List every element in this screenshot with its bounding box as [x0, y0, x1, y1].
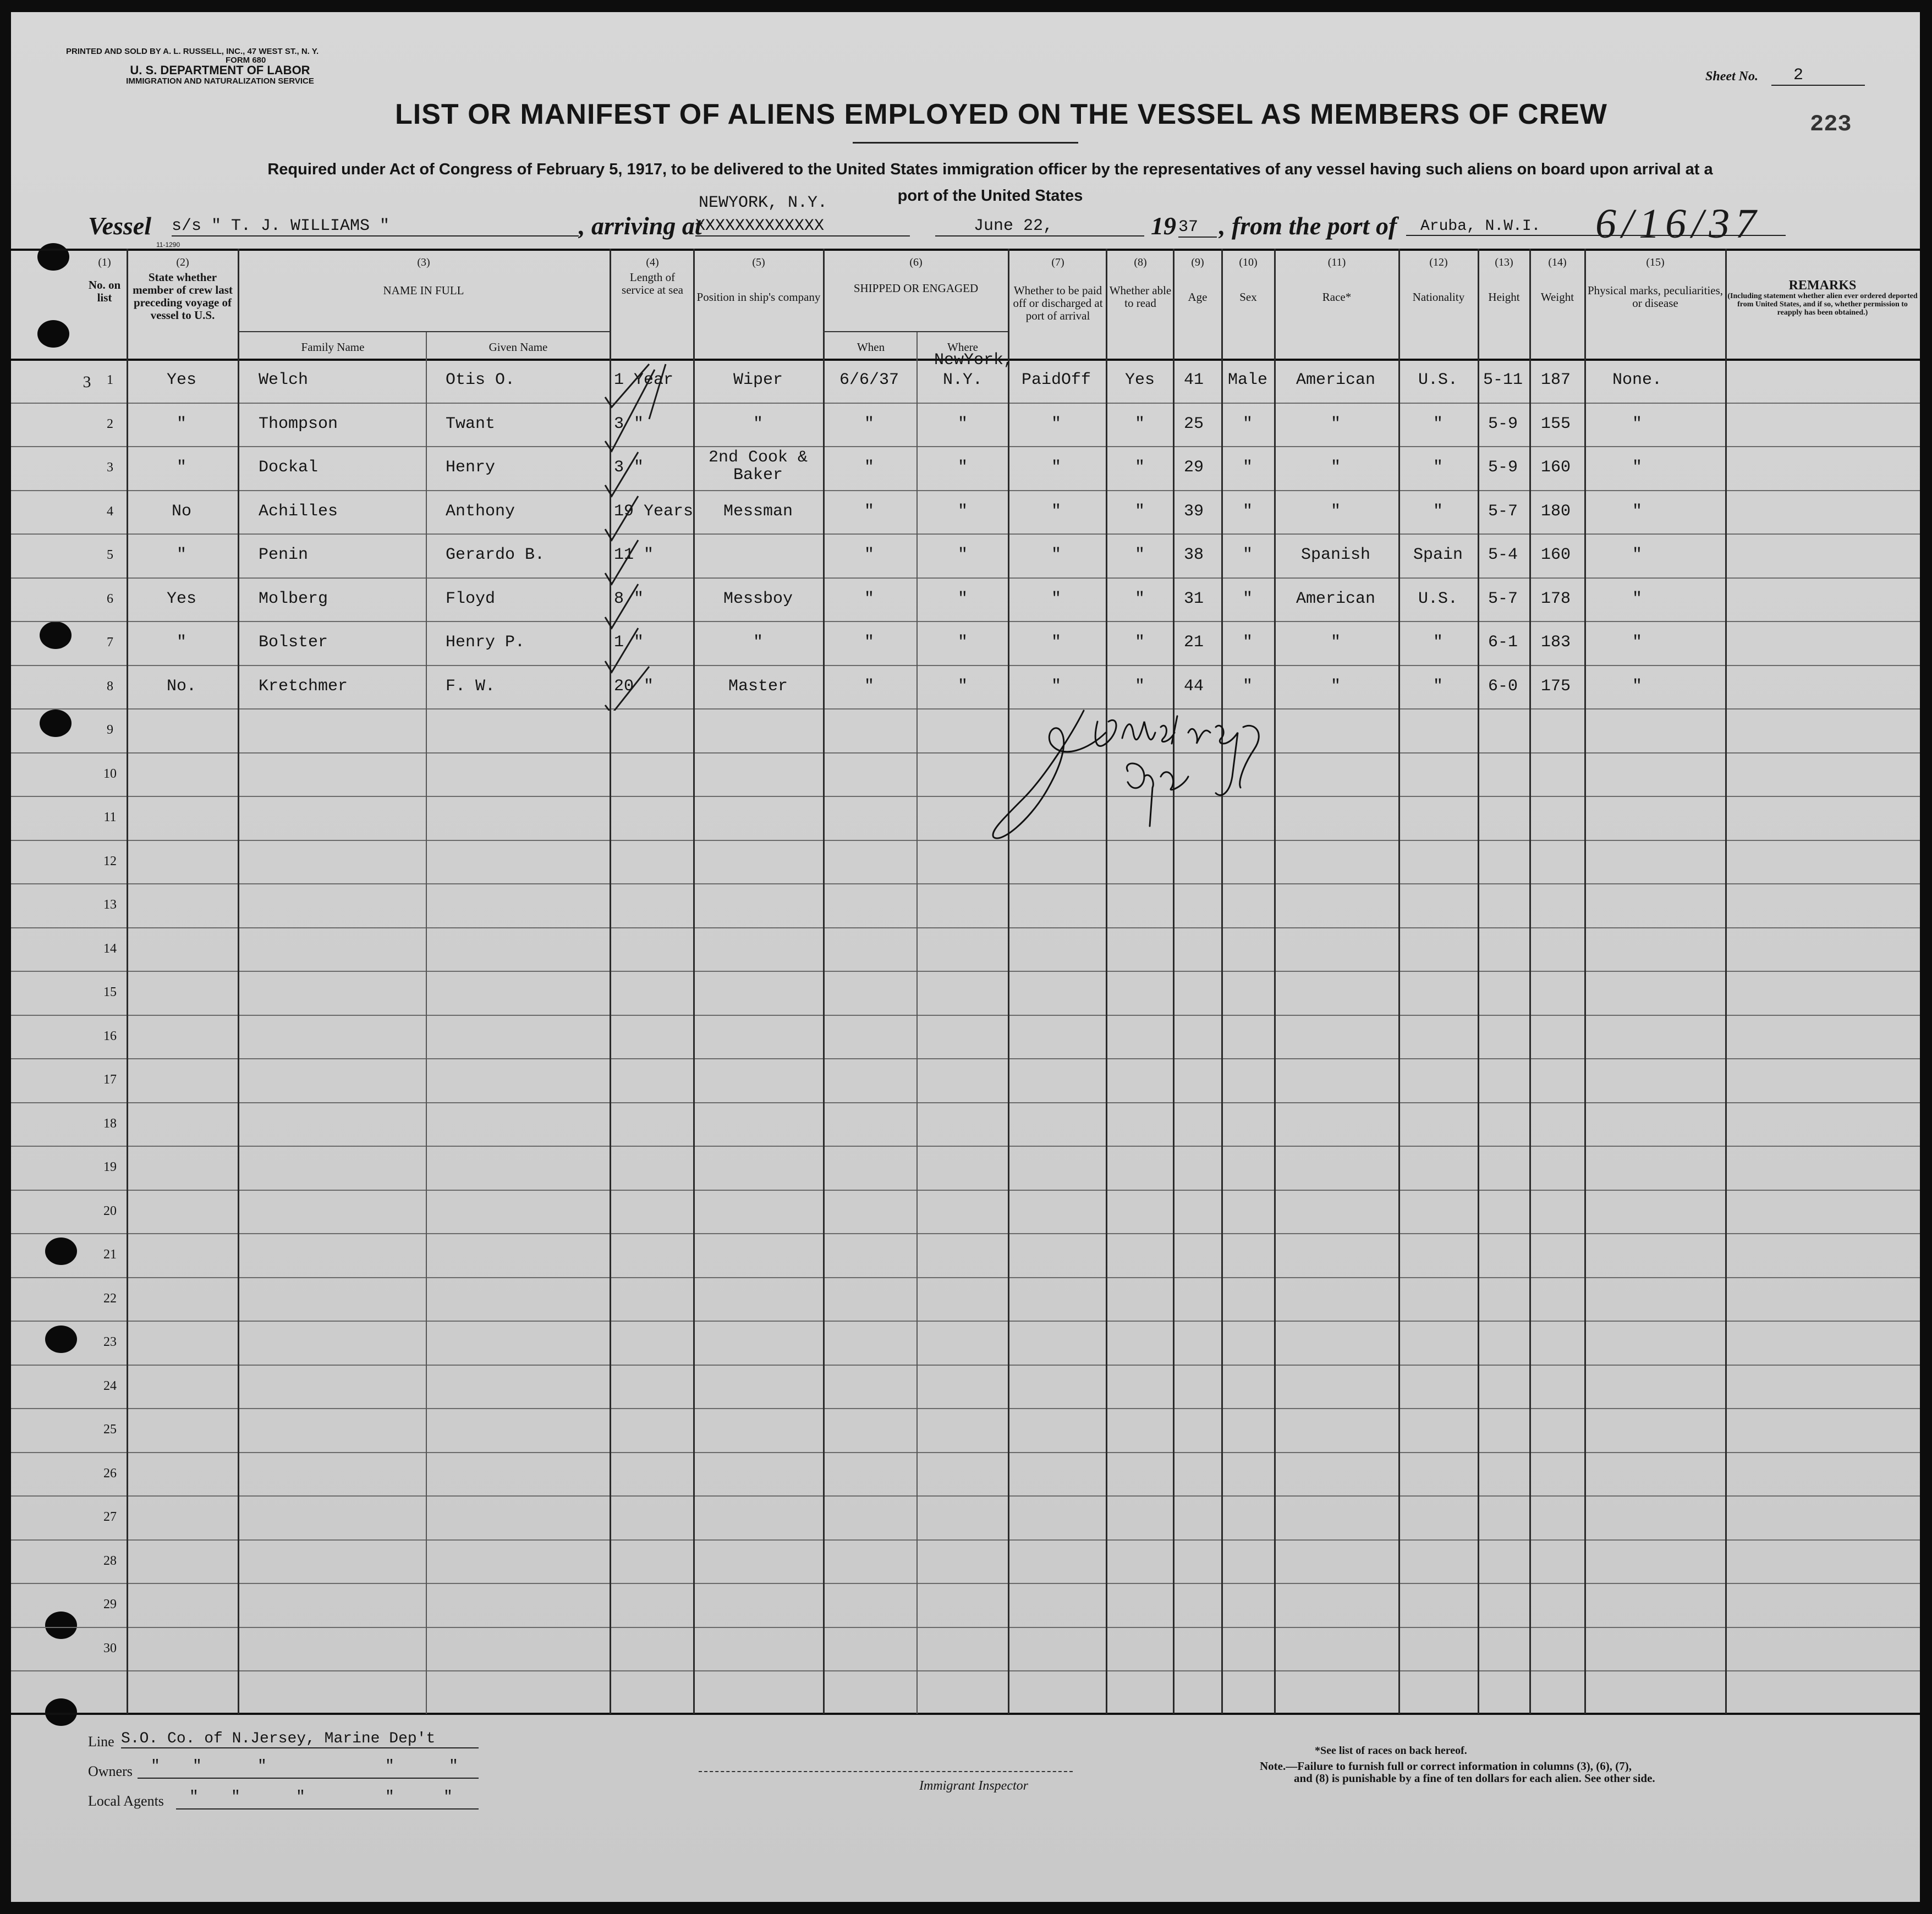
cell-prev: No.: [166, 676, 196, 696]
sheet-number: 2: [1771, 66, 1865, 86]
cell-race: ": [1330, 502, 1341, 521]
cell-sex: ": [1242, 676, 1253, 696]
cell-position: ": [753, 633, 763, 652]
cell-service: 11 ": [614, 546, 654, 564]
row-number: 27: [103, 1510, 117, 1524]
row-number: 28: [103, 1553, 117, 1568]
cell-given: Henry: [446, 458, 496, 477]
cell-sex: ": [1242, 414, 1253, 433]
line-value: S.O. Co. of N.Jersey, Marine Dep't: [121, 1730, 479, 1748]
agents-ditto: ": [189, 1789, 199, 1806]
cell-paid: ": [1051, 633, 1061, 652]
cell-position: Master: [728, 676, 788, 696]
cell-read: ": [1134, 458, 1145, 477]
cell-sex: ": [1242, 546, 1253, 564]
cell-marks: ": [1632, 676, 1642, 696]
given-name-header: Given Name: [489, 340, 548, 354]
row-number: 12: [103, 854, 117, 868]
row-number: 15: [103, 985, 117, 999]
cell-race: ": [1330, 458, 1341, 477]
col5-header: (5) Position in ship's company: [696, 256, 821, 304]
from-port-label: , from the port of: [1219, 212, 1397, 240]
cell-sex: ": [1242, 633, 1253, 652]
owners-field: [138, 1758, 479, 1779]
printer-info: PRINTED AND SOLD BY A. L. RUSSELL, INC., 47 WEST ST., N. Y. FORM 680: [66, 47, 319, 65]
cell-where: ": [957, 458, 968, 477]
cell-given: Floyd: [446, 589, 496, 608]
title-rule: [853, 142, 1078, 144]
inspector-signature: [979, 700, 1364, 865]
cell-where: N.Y.: [942, 371, 983, 389]
arriving-label: , arriving at: [579, 212, 702, 240]
cell-nationality: ": [1432, 633, 1443, 652]
cell-given: Henry P.: [446, 633, 525, 652]
cell-height: 5-7: [1488, 502, 1518, 521]
cell-prev: ": [176, 546, 186, 564]
crew-table: [11, 249, 1920, 1715]
cell-race: American: [1296, 589, 1376, 608]
cell-age: 44: [1183, 676, 1204, 696]
cell-when: ": [864, 458, 874, 477]
row-number: 13: [103, 898, 117, 912]
cell-height: 5-9: [1488, 458, 1518, 477]
cell-position: Wiper: [733, 371, 783, 389]
agents-label: Local Agents: [88, 1793, 164, 1809]
cell-age: 39: [1183, 502, 1204, 521]
cell-paid: ": [1051, 546, 1061, 564]
agents-ditto: ": [385, 1789, 394, 1806]
owners-label: Owners: [88, 1763, 133, 1779]
cell-paid: ": [1051, 502, 1061, 521]
row-number: 19: [103, 1160, 117, 1174]
cell-family: Achilles: [259, 502, 338, 521]
cell-race: Spanish: [1300, 546, 1371, 564]
row-number: 14: [103, 941, 117, 956]
cell-age: 25: [1183, 414, 1204, 433]
remarks-header: REMARKS (Including statement whether alien ever ordered deported from United States, and if so, whether permission to reapply has been obtained.): [1727, 278, 1918, 317]
when-header: When: [857, 340, 885, 354]
cell-when: ": [864, 676, 874, 696]
row-number: 21: [103, 1247, 117, 1262]
cell-where: ": [957, 676, 968, 696]
row-number: 23: [103, 1335, 117, 1349]
cell-given: Twant: [446, 414, 496, 433]
row-number: 3: [107, 460, 113, 475]
row-number: 25: [103, 1422, 117, 1437]
col10-header: (10) Sex: [1239, 256, 1258, 304]
col7-header: (7) Whether to be paid off or discharged at port of arrival: [1013, 256, 1103, 322]
agents-ditto: ": [231, 1789, 240, 1806]
inspector-line: [699, 1771, 1073, 1772]
cell-height: 5-4: [1488, 546, 1518, 564]
family-name-header: Family Name: [301, 340, 365, 354]
col13-header: (13) Height: [1488, 256, 1520, 304]
cell-race: ": [1330, 633, 1341, 652]
cell-family: Penin: [259, 546, 309, 564]
owners-ditto: ": [449, 1758, 458, 1775]
rows-host: [11, 249, 1920, 1715]
cell-nationality: ": [1432, 414, 1443, 433]
sheet-label: Sheet No.: [1705, 69, 1758, 84]
cell-prev: Yes: [166, 371, 196, 389]
cell-given: Anthony: [446, 502, 515, 521]
cell-family: Molberg: [259, 589, 328, 608]
cell-service: 3 ": [614, 414, 644, 433]
form-code: 11-1290: [156, 241, 180, 249]
owners-ditto: ": [193, 1758, 202, 1775]
arrival-date: June 22,: [935, 217, 1144, 237]
cell-race: ": [1330, 676, 1341, 696]
cell-age: 38: [1183, 546, 1204, 564]
page-title: LIST OR MANIFEST OF ALIENS EMPLOYED ON THE VESSEL AS MEMBERS OF CREW: [395, 98, 1607, 130]
row-number: 29: [103, 1597, 117, 1612]
row-prefix: 3: [83, 373, 91, 391]
cell-given: Otis O.: [446, 371, 515, 389]
cell-nationality: ": [1432, 676, 1443, 696]
col1-header: (1) No. on list: [88, 256, 121, 304]
cell-service: 1 ": [614, 633, 644, 652]
manifest-sheet: [11, 12, 1920, 1902]
handwritten-date: 6/16/37: [1595, 201, 1762, 247]
owners-ditto: ": [257, 1758, 267, 1775]
cell-read: Yes: [1124, 371, 1155, 389]
cell-weight: 180: [1540, 502, 1571, 521]
inspector-label: Immigrant Inspector: [919, 1779, 1028, 1793]
cell-when: ": [864, 546, 874, 564]
cell-read: ": [1134, 546, 1145, 564]
cell-paid: ": [1051, 589, 1061, 608]
cell-when: ": [864, 414, 874, 433]
cell-read: ": [1134, 414, 1145, 433]
col14-header: (14) Weight: [1540, 256, 1574, 304]
cell-nationality: Spain: [1413, 546, 1463, 564]
cell-where: ": [957, 589, 968, 608]
cell-given: Gerardo B.: [446, 546, 545, 564]
stamp-number: 223: [1810, 111, 1852, 138]
cell-read: ": [1134, 502, 1145, 521]
agents-ditto: ": [296, 1789, 305, 1806]
cell-nationality: ": [1432, 502, 1443, 521]
subtitle: Required under Act of Congress of February 5, 1917, to be delivered to the United States immigration officer by the representatives of any vessel having such aliens on board upon arrival at a port of the United States: [267, 161, 1713, 205]
row-number: 11: [103, 810, 117, 824]
year-prefix: 19: [1151, 212, 1176, 240]
cell-nationality: ": [1432, 458, 1443, 477]
cell-prev: Yes: [166, 589, 196, 608]
cell-where: ": [957, 502, 968, 521]
cell-position: Messman: [723, 502, 793, 521]
row-number: 26: [103, 1466, 117, 1481]
row-number: 8: [107, 679, 113, 694]
cell-service: 1 Year: [614, 371, 674, 389]
cell-height: 5-9: [1488, 414, 1518, 433]
cell-marks: None.: [1612, 371, 1662, 389]
cell-race: American: [1296, 371, 1376, 389]
cell-sex: Male: [1227, 371, 1267, 389]
cell-sex: ": [1242, 589, 1253, 608]
cell-family: Dockal: [259, 458, 319, 477]
cell-age: 41: [1183, 371, 1204, 389]
col3-header: (3) NAME IN FULL: [383, 256, 464, 297]
cell-race: ": [1330, 414, 1341, 433]
col9-header: (9) Age: [1188, 256, 1208, 304]
vessel-label: Vessel: [88, 212, 151, 240]
cell-height: 6-0: [1488, 676, 1518, 696]
cell-given: F. W.: [446, 676, 496, 696]
row-number: 7: [107, 635, 113, 650]
penalty-note: Note.—Failure to furnish full or correct information in columns (3), (6), (7), and (8) is punishable by a fine of ten dollars for each alien. See other side.: [1260, 1759, 1655, 1785]
cell-age: 21: [1183, 633, 1204, 652]
row-number: 6: [107, 591, 113, 606]
cell-family: Welch: [259, 371, 309, 389]
cell-height: 6-1: [1488, 633, 1518, 652]
cell-nationality: U.S.: [1418, 589, 1458, 608]
cell-nationality: U.S.: [1418, 371, 1458, 389]
from-port: Aruba, N.W.I.: [1406, 218, 1786, 236]
col4-header: (4) Length of service at sea: [622, 256, 683, 296]
row-number: 1: [107, 373, 113, 387]
cell-position: Messboy: [723, 589, 793, 608]
cell-when: ": [864, 633, 874, 652]
cell-prev: No: [171, 502, 191, 521]
cell-weight: 175: [1540, 676, 1571, 696]
agents-ditto: ": [443, 1789, 453, 1806]
cell-family: Thompson: [259, 414, 338, 433]
cell-family: Bolster: [259, 633, 328, 652]
cell-paid: ": [1051, 458, 1061, 477]
races-note: *See list of races on back hereof.: [1315, 1745, 1467, 1757]
col2-header: (2) State whether member of crew last preceding voyage of vessel to U.S.: [133, 256, 233, 322]
cell-when: 6/6/37: [839, 371, 899, 389]
cell-position: Baker: [733, 466, 783, 485]
cell-marks: ": [1632, 546, 1642, 564]
cell-paid: PaidOff: [1021, 371, 1091, 389]
cell-position: ": [753, 414, 763, 433]
cell-prev: ": [176, 414, 186, 433]
row-number: 9: [107, 723, 113, 737]
cell-weight: 155: [1540, 414, 1571, 433]
cell-paid: ": [1051, 414, 1061, 433]
agents-field: [176, 1789, 479, 1810]
row-number: 2: [107, 416, 113, 431]
cell-read: ": [1134, 676, 1145, 696]
row-number: 24: [103, 1378, 117, 1393]
cell-sex: ": [1242, 502, 1253, 521]
checkmarks: [583, 359, 693, 711]
cell-marks: ": [1632, 414, 1642, 433]
row-number: 17: [103, 1072, 117, 1087]
cell-where: ": [957, 414, 968, 433]
cell-prev: ": [176, 458, 186, 477]
row-number: 30: [103, 1641, 117, 1656]
row-number: 4: [107, 504, 113, 519]
cell-weight: 160: [1540, 546, 1571, 564]
cell-read: ": [1134, 633, 1145, 652]
cell-weight: 178: [1540, 589, 1571, 608]
line-label: Line: [88, 1734, 114, 1750]
cell-position: 2nd Cook &: [708, 448, 808, 467]
col15-header: (15) Physical marks, peculiarities, or disease: [1587, 256, 1724, 310]
cell-prev: ": [176, 633, 186, 652]
cell-paid: ": [1051, 676, 1061, 696]
row-number: 20: [103, 1203, 117, 1218]
cell-age: 31: [1183, 589, 1204, 608]
cell-marks: ": [1632, 458, 1642, 477]
cell-where: ": [957, 633, 968, 652]
cell-service: 3 ": [614, 458, 644, 477]
cell-marks: ": [1632, 633, 1642, 652]
cell-read: ": [1134, 589, 1145, 608]
cell-where: NewYork,: [934, 351, 1014, 370]
cell-service: 19 Years: [614, 502, 694, 521]
row-number: 18: [103, 1116, 117, 1131]
department-label: U. S. DEPARTMENT OF LABOR IMMIGRATION AND NATURALIZATION SERVICE: [126, 63, 314, 86]
owners-ditto: ": [151, 1758, 160, 1775]
row-number: 22: [103, 1291, 117, 1306]
arriving-struck: XXXXXXXXXXXXX: [695, 217, 910, 237]
cell-family: Kretchmer: [259, 676, 348, 696]
arriving-port: NEWYORK, N.Y.: [699, 194, 828, 212]
row-number: 10: [103, 766, 117, 781]
cell-service: 8 ": [614, 589, 644, 608]
cell-sex: ": [1242, 458, 1253, 477]
col8-header: (8) Whether able to read: [1109, 256, 1172, 310]
cell-marks: ": [1632, 589, 1642, 608]
cell-service: 20 ": [614, 676, 654, 696]
row-number: 16: [103, 1028, 117, 1043]
cell-height: 5-11: [1483, 371, 1523, 389]
cell-marks: ": [1632, 502, 1642, 521]
col11-header: (11) Race*: [1322, 256, 1352, 304]
cell-when: ": [864, 589, 874, 608]
cell-height: 5-7: [1488, 589, 1518, 608]
cell-age: 29: [1183, 458, 1204, 477]
col12-header: (12) Nationality: [1412, 256, 1465, 304]
year-suffix: 37: [1178, 218, 1217, 238]
cell-weight: 183: [1540, 633, 1571, 652]
vessel-name: s/s " T. J. WILLIAMS ": [172, 217, 579, 237]
cell-when: ": [864, 502, 874, 521]
col6-header: (6) SHIPPED OR ENGAGED: [853, 256, 979, 295]
where-header: Where: [947, 340, 978, 354]
owners-ditto: ": [385, 1758, 394, 1775]
cell-weight: 160: [1540, 458, 1571, 477]
cell-weight: 187: [1540, 371, 1571, 389]
row-number: 5: [107, 548, 113, 562]
cell-where: ": [957, 546, 968, 564]
